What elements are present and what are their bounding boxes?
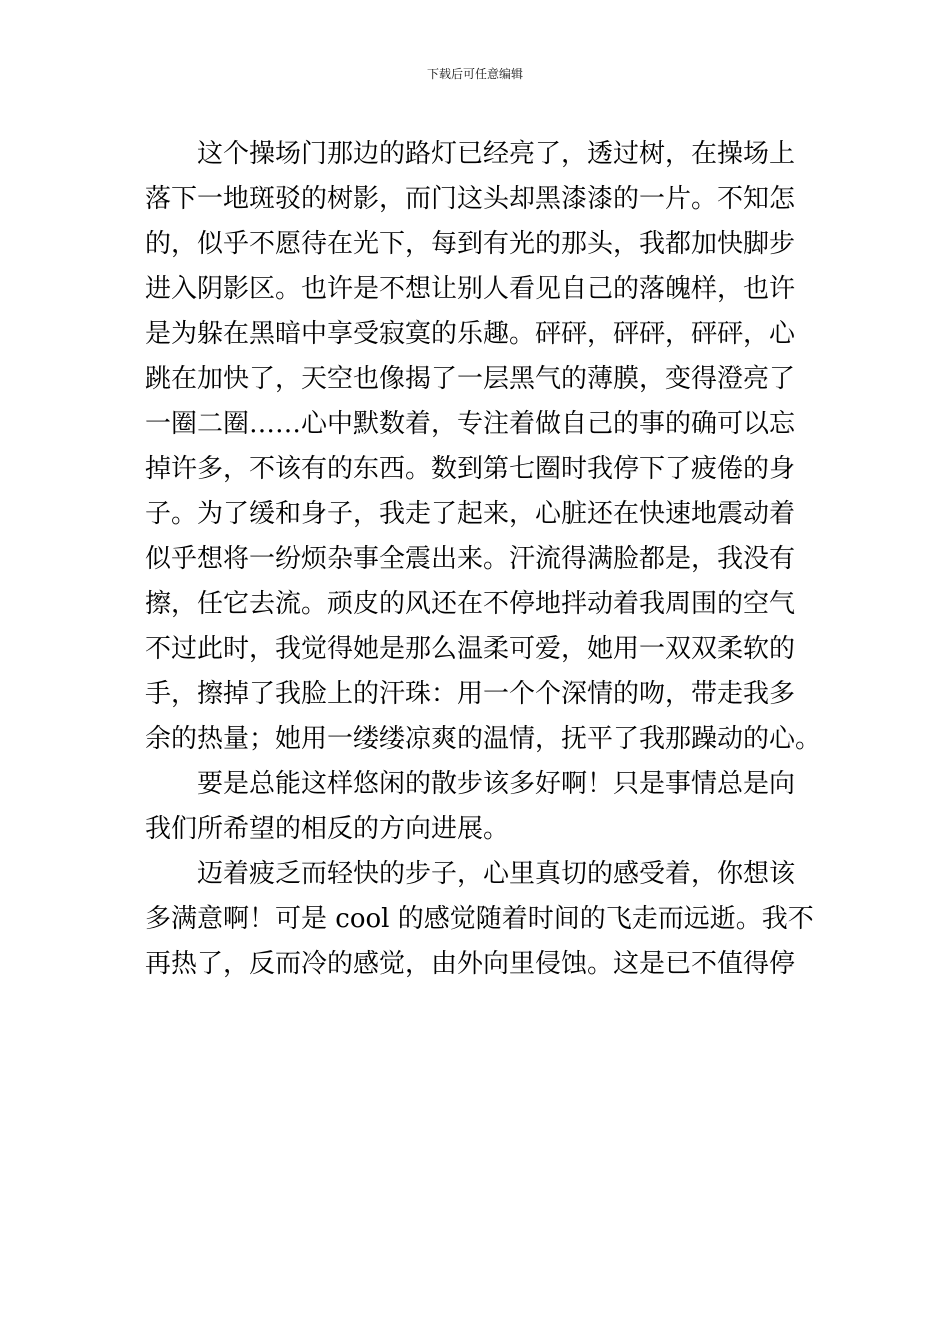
text-line: 我们所希望的相反的方向进展。 [145, 814, 510, 844]
paragraph-1 [145, 132, 822, 762]
document-body [145, 132, 822, 987]
text-line: 落下一地斑驳的树影，而门这头却黑漆漆的一片。不知怎 [145, 184, 796, 214]
text-line: 子。为了缓和身子，我走了起来，心脏还在快速地震动着 [145, 499, 796, 529]
text-line: 跳在加快了，天空也像揭了一层黑气的薄膜，变得澄亮了 [145, 364, 796, 394]
text-line: 掉许多，不该有的东西。数到第七圈时我停下了疲倦的身 [145, 454, 796, 484]
text-line: 是为躲在黑暗中享受寂寞的乐趣。砰砰，砰砰，砰砰，心 [145, 319, 796, 349]
text-line: 一圈二圈……心中默数着，专注着做自己的事的确可以忘 [145, 409, 796, 439]
text-line: 的，似乎不愿待在光下，每到有光的那头，我都加快脚步 [145, 229, 796, 259]
text-line: 要是总能这样悠闲的散步该多好啊！只是事情总是向 [197, 769, 796, 799]
paragraph-2 [145, 762, 807, 852]
text-line: 不过此时，我觉得她是那么温柔可爱，她用一双双柔软的 [145, 634, 796, 664]
paragraph-3 [145, 852, 814, 987]
text-line: 擦，任它去流。顽皮的风还在不停地拌动着我周围的空气 [145, 589, 796, 619]
text-line: 手，擦掉了我脸上的汗珠：用一个个深情的吻，带走我多 [145, 679, 796, 709]
text-line: 进入阴影区。也许是不想让别人看见自己的落魄样，也许 [145, 274, 796, 304]
text-line: 似乎想将一纷烦杂事全震出来。汗流得满脸都是，我没有 [145, 544, 796, 574]
text-line: 再热了，反而冷的感觉，由外向里侵蚀。这是已不值得停 [145, 949, 796, 979]
text-line: 余的热量；她用一缕缕凉爽的温情，抚平了我那躁动的心。 [145, 724, 822, 754]
page-header: 下载后可任意编辑 [426, 67, 523, 81]
text-line: 这个操场门那边的路灯已经亮了，透过树，在操场上 [197, 139, 796, 169]
text-line: 多满意啊！可是 cool 的感觉随着时间的飞走而远逝。我不 [145, 904, 814, 934]
text-line: 迈着疲乏而轻快的步子，心里真切的感受着，你想该 [197, 859, 796, 889]
